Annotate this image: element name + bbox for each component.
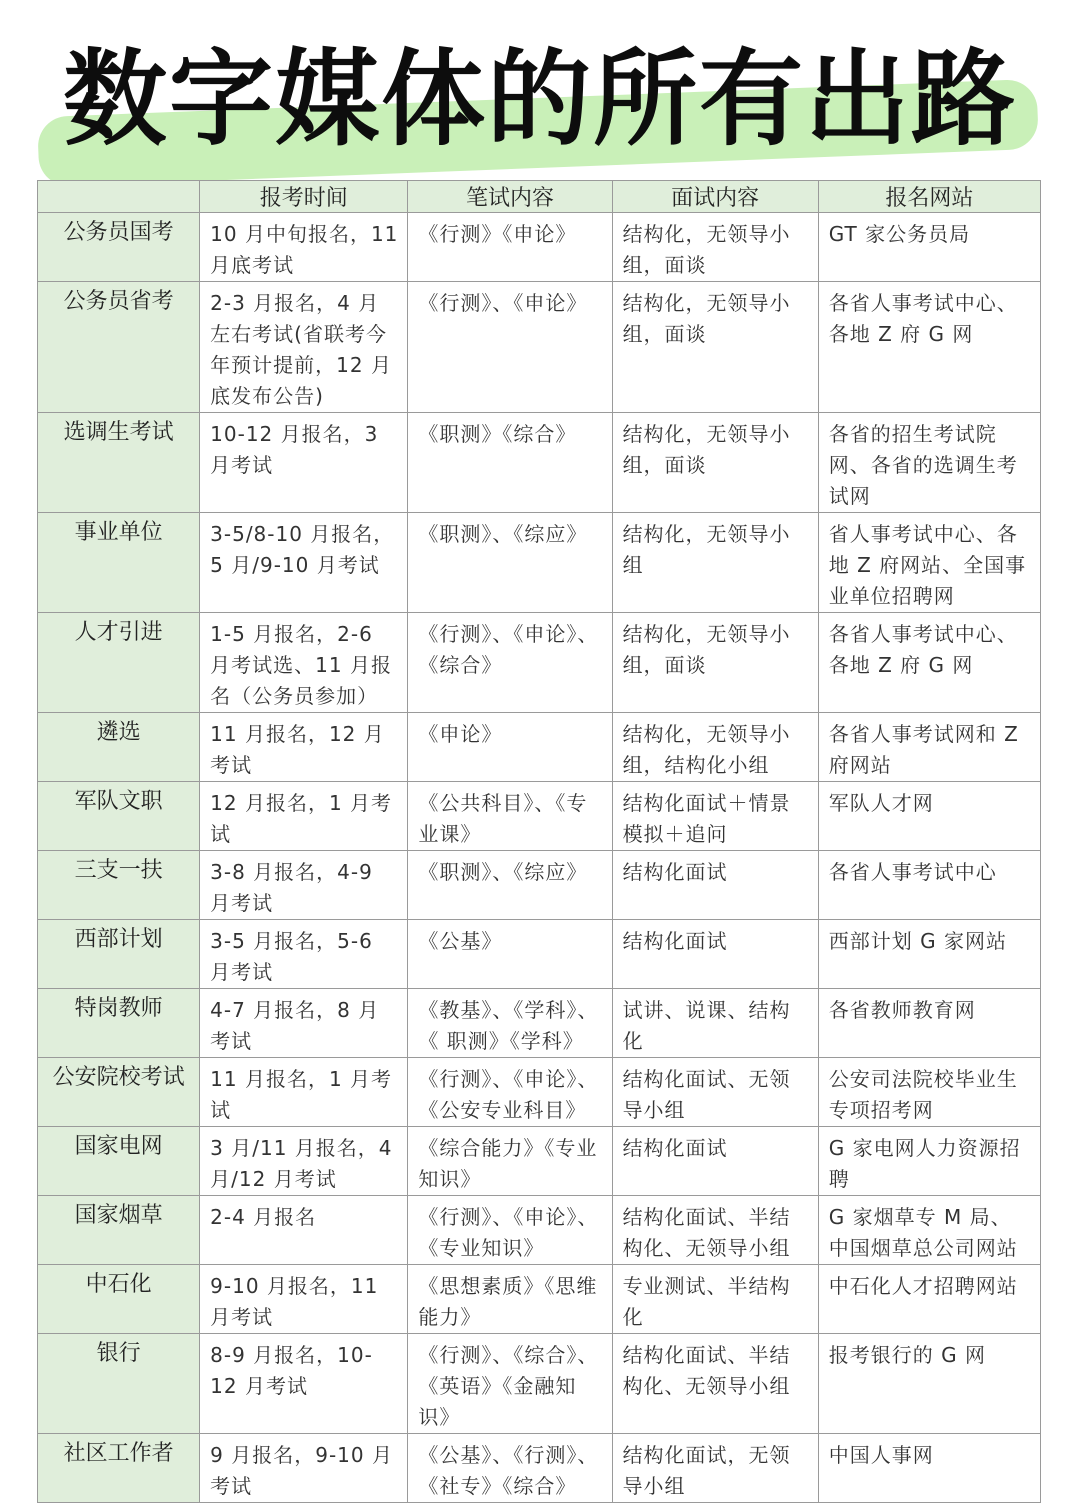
interview-cell: 结构化面试、半结构化、无领导小组 — [612, 1196, 818, 1265]
interview-cell: 结构化面试、无领导小组 — [612, 1058, 818, 1127]
table-row — [38, 1265, 1041, 1334]
row-label: 事业单位 — [38, 513, 200, 613]
website-cell: 各省的招生考试院网、各省的选调生考试网 — [818, 413, 1040, 513]
row-label: 公安院校考试 — [38, 1058, 200, 1127]
page-title: 数字媒体的所有出路 — [62, 38, 1017, 160]
interview-cell: 结构化，无领导小组，面谈 — [612, 213, 818, 282]
table-row — [38, 851, 1041, 920]
written-exam-cell: 《行测》、《综合》、《英语》《金融知识》 — [408, 1334, 612, 1434]
table-row — [38, 1434, 1041, 1503]
written-exam-cell: 《职测》、《综应》 — [408, 513, 612, 613]
exam-time-cell: 2-3 月报名，4 月左右考试(省联考今年预计提前，12 月底发布公告) — [200, 282, 408, 413]
interview-cell: 结构化面试＋情景模拟＋追问 — [612, 782, 818, 851]
interview-cell: 结构化面试 — [612, 851, 818, 920]
website-cell: 省人事考试中心、各地 Z 府网站、全国事业单位招聘网 — [818, 513, 1040, 613]
interview-cell: 结构化面试 — [612, 920, 818, 989]
written-exam-cell: 《综合能力》《专业知识》 — [408, 1127, 612, 1196]
table-row — [38, 513, 1041, 613]
table-row — [38, 989, 1041, 1058]
exam-time-cell: 4-7 月报名，8 月考试 — [200, 989, 408, 1058]
exam-time-cell: 8-9 月报名，10-12 月考试 — [200, 1334, 408, 1434]
exam-time-cell: 3-5/8-10 月报名，5 月/9-10 月考试 — [200, 513, 408, 613]
exam-time-cell: 2-4 月报名 — [200, 1196, 408, 1265]
interview-cell: 结构化，无领导小组 — [612, 513, 818, 613]
row-label: 银行 — [38, 1334, 200, 1434]
table-row — [38, 1127, 1041, 1196]
interview-cell: 专业测试、半结构化 — [612, 1265, 818, 1334]
interview-cell: 结构化面试 — [612, 1127, 818, 1196]
website-cell: 公安司法院校毕业生专项招考网 — [818, 1058, 1040, 1127]
website-cell: 西部计划 G 家网站 — [818, 920, 1040, 989]
written-exam-cell: 《教基》、《学科》、《 职测》《学科》 — [408, 989, 612, 1058]
website-cell: G 家电网人力资源招聘 — [818, 1127, 1040, 1196]
written-exam-cell: 《行测》、《申论》、《专业知识》 — [408, 1196, 612, 1265]
table-row — [38, 1058, 1041, 1127]
row-label: 特岗教师 — [38, 989, 200, 1058]
written-exam-cell: 《思想素质》《思维能力》 — [408, 1265, 612, 1334]
exam-time-cell: 9-10 月报名，11 月考试 — [200, 1265, 408, 1334]
row-label: 三支一扶 — [38, 851, 200, 920]
interview-cell: 结构化，无领导小组，面谈 — [612, 413, 818, 513]
interview-cell: 结构化，无领导小组，面谈 — [612, 613, 818, 713]
written-exam-cell: 《职测》、《综应》 — [408, 851, 612, 920]
header-written: 笔试内容 — [408, 181, 612, 213]
written-exam-cell: 《行测》、《申论》、《公安专业科目》 — [408, 1058, 612, 1127]
website-cell: 军队人才网 — [818, 782, 1040, 851]
table-row — [38, 413, 1041, 513]
row-label: 遴选 — [38, 713, 200, 782]
interview-cell: 试讲、说课、结构化 — [612, 989, 818, 1058]
exam-time-cell: 11 月报名，1 月考试 — [200, 1058, 408, 1127]
website-cell: 各省人事考试中心 — [818, 851, 1040, 920]
header-time: 报考时间 — [200, 181, 408, 213]
website-cell: 报考银行的 G 网 — [818, 1334, 1040, 1434]
exam-time-cell: 3 月/11 月报名，4 月/12 月考试 — [200, 1127, 408, 1196]
website-cell: 各省教师教育网 — [818, 989, 1040, 1058]
written-exam-cell: 《申论》 — [408, 713, 612, 782]
row-label: 社区工作者 — [38, 1434, 200, 1503]
website-cell: 中石化人才招聘网站 — [818, 1265, 1040, 1334]
website-cell: 各省人事考试网和 Z 府网站 — [818, 713, 1040, 782]
table-row — [38, 713, 1041, 782]
website-cell: 中国人事网 — [818, 1434, 1040, 1503]
row-label: 国家电网 — [38, 1127, 200, 1196]
header-interview: 面试内容 — [612, 181, 818, 213]
written-exam-cell: 《职测》《综合》 — [408, 413, 612, 513]
row-label: 西部计划 — [38, 920, 200, 989]
table-row — [38, 1196, 1041, 1265]
table-row — [38, 920, 1041, 989]
table-header-row — [38, 181, 1041, 213]
row-label: 人才引进 — [38, 613, 200, 713]
interview-cell: 结构化面试、半结构化、无领导小组 — [612, 1334, 818, 1434]
row-label: 公务员国考 — [38, 213, 200, 282]
header-corner — [38, 181, 200, 213]
table-body — [38, 213, 1041, 1503]
table-row — [38, 613, 1041, 713]
exam-time-cell: 1-5 月报名，2-6 月考试选、11 月报名（公务员参加） — [200, 613, 408, 713]
written-exam-cell: 《公共科目》、《专业课》 — [408, 782, 612, 851]
exam-time-cell: 9 月报名，9-10 月考试 — [200, 1434, 408, 1503]
written-exam-cell: 《公基》 — [408, 920, 612, 989]
exam-time-cell: 10-12 月报名，3 月考试 — [200, 413, 408, 513]
exam-time-cell: 11 月报名，12 月考试 — [200, 713, 408, 782]
website-cell: 各省人事考试中心、各地 Z 府 G 网 — [818, 613, 1040, 713]
row-label: 公务员省考 — [38, 282, 200, 413]
website-cell: 各省人事考试中心、各地 Z 府 G 网 — [818, 282, 1040, 413]
table-row — [38, 213, 1041, 282]
exam-time-cell: 10 月中旬报名，11 月底考试 — [200, 213, 408, 282]
title-area — [0, 0, 1080, 180]
row-label: 中石化 — [38, 1265, 200, 1334]
interview-cell: 结构化，无领导小组，面谈 — [612, 282, 818, 413]
table-row — [38, 782, 1041, 851]
row-label: 军队文职 — [38, 782, 200, 851]
header-site: 报名网站 — [818, 181, 1040, 213]
website-cell: G 家烟草专 M 局、中国烟草总公司网站 — [818, 1196, 1040, 1265]
exam-time-cell: 12 月报名，1 月考试 — [200, 782, 408, 851]
row-label: 国家烟草 — [38, 1196, 200, 1265]
table-row — [38, 282, 1041, 413]
written-exam-cell: 《公基》、《行测》、《社专》《综合》 — [408, 1434, 612, 1503]
exam-time-cell: 3-5 月报名，5-6 月考试 — [200, 920, 408, 989]
table-row — [38, 1334, 1041, 1434]
written-exam-cell: 《行测》、《申论》、《综合》 — [408, 613, 612, 713]
written-exam-cell: 《行测》、《申论》 — [408, 282, 612, 413]
interview-cell: 结构化面试，无领导小组 — [612, 1434, 818, 1503]
written-exam-cell: 《行测》《申论》 — [408, 213, 612, 282]
website-cell: GT 家公务员局 — [818, 213, 1040, 282]
career-paths-table — [37, 180, 1041, 1503]
row-label: 选调生考试 — [38, 413, 200, 513]
interview-cell: 结构化，无领导小组，结构化小组 — [612, 713, 818, 782]
exam-time-cell: 3-8 月报名，4-9 月考试 — [200, 851, 408, 920]
